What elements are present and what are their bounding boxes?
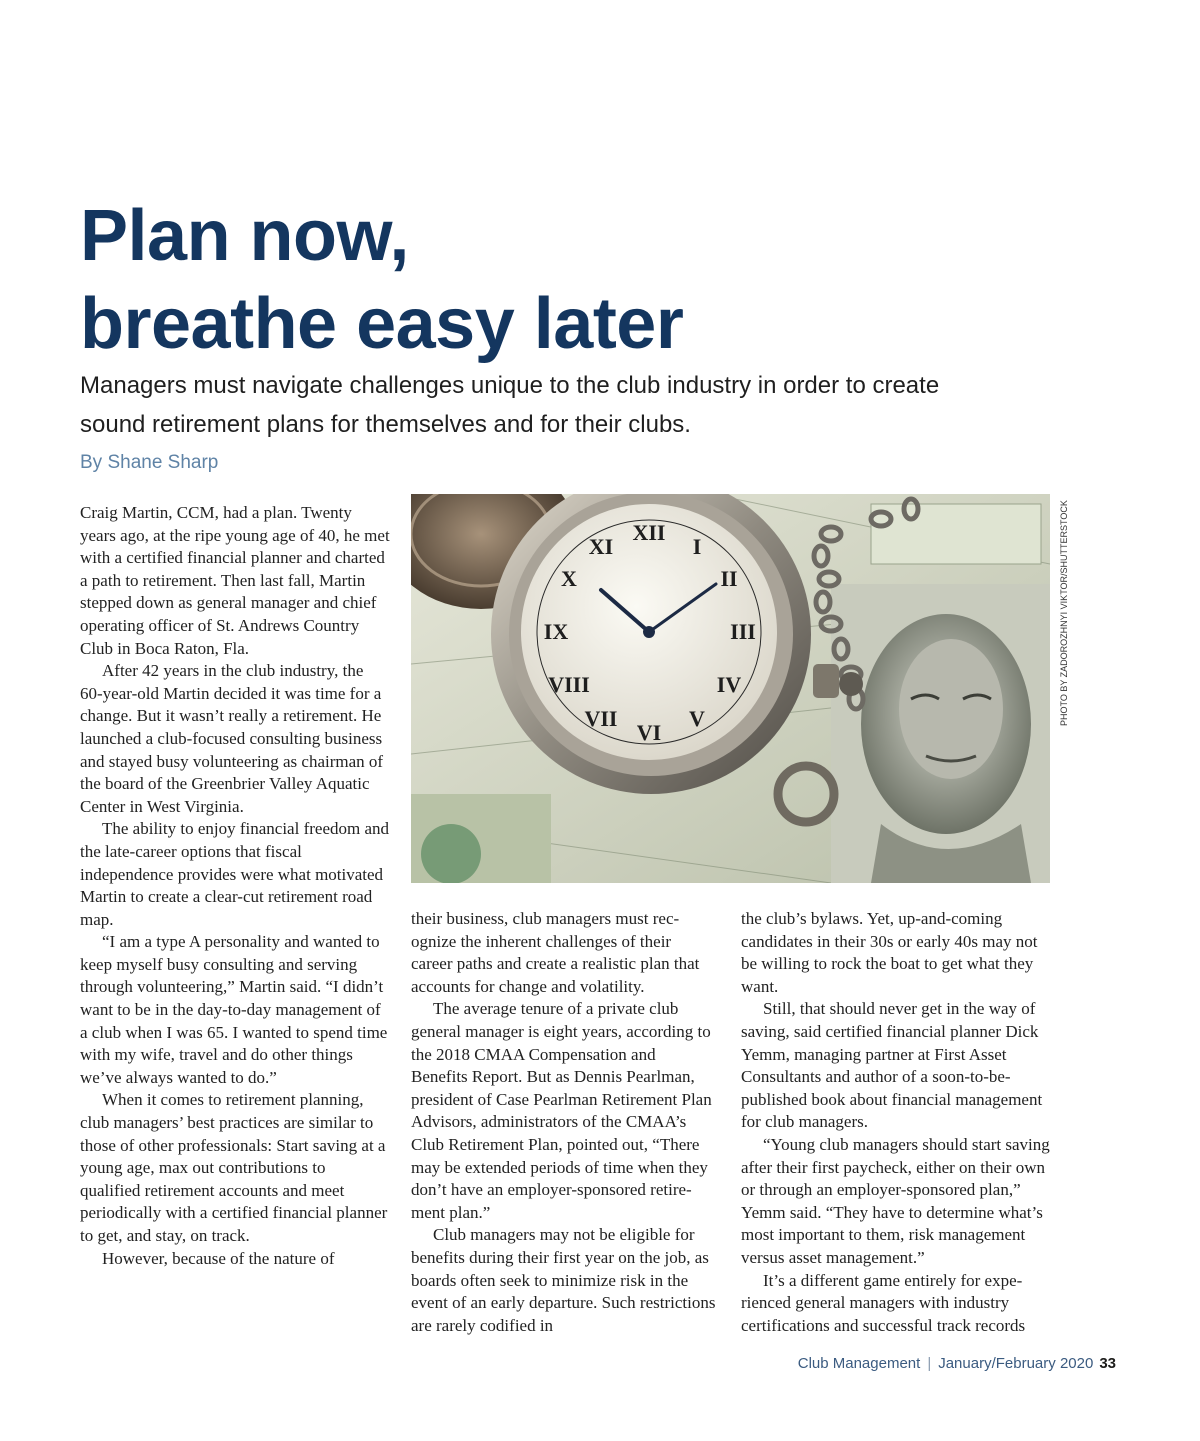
svg-text:X: X <box>561 566 577 591</box>
paragraph: Craig Martin, CCM, had a plan. Twenty years ago, at the ripe young age of 40, he met with a certified financial planner and charted a path to retirement. Then last fall, Martin stepped down as general manager and chief operating officer of St. Andrews Country Club in Boca Raton, Fla. <box>80 503 390 658</box>
pocket-watch-money-photo <box>411 494 1050 883</box>
headline <box>80 192 683 368</box>
svg-text:VIII: VIII <box>548 672 590 697</box>
paragraph: Still, that should never get in the way of saving, said certified financial planner Dick Yemm, managing partner at First Asset Consultants and author of a soon-to-be-published book about financial management for club managers. <box>741 999 1043 1132</box>
body-column-3 <box>741 908 1053 1337</box>
publication-name: Club Management <box>797 1355 921 1372</box>
svg-text:IV: IV <box>716 672 742 697</box>
svg-text:III: III <box>730 619 756 644</box>
paragraph: However, because of the nature of <box>102 1248 335 1268</box>
paragraph: the club’s bylaws. Yet, up-and-coming candidates in their 30s or early 40s may not be willing to rock the boat to get what they want. <box>741 909 1038 996</box>
paragraph: The average tenure of a private club general manager is eight years, according to the 2018 CMAA Compensation and Benefits Report. But as Dennis Pearlman, president of Case Pearlman Retirement Plan Advisors, administrators of the CMAA’s Club Retirement Plan, pointed out, “There may be extended periods of time when they don’t have an employer-sponsored retirement plan.” <box>411 999 712 1222</box>
page-number: 33 <box>1099 1355 1116 1372</box>
paragraph: After 42 years in the club industry, the 60-year-old Martin decided it was time for a change. But it wasn’t really a retirement. He launched a club-focused consulting business and stayed busy volunteering as chairman of the board of the Greenbrier Valley Aquatic Center in West Virginia. <box>80 661 384 816</box>
paragraph: Club managers may not be eligible for benefits during their first year on the job, as boards often seek to minimize risk in the event of an early departure. Such restrictions are rarely codified in <box>411 1225 716 1335</box>
byline: By Shane Sharp <box>80 452 219 473</box>
svg-text:V: V <box>689 706 705 731</box>
paragraph: When it comes to retirement planning, club managers’ best practices are similar to those of other professionals: Start saving at a young age, max out contributions to qualified retirement accounts and meet periodically with a certified financial planner to get, and stay, on track. <box>80 1090 388 1245</box>
issue-date: January/February 2020 <box>938 1355 1094 1372</box>
page-footer <box>798 1355 1116 1372</box>
svg-text:VI: VI <box>636 720 662 745</box>
svg-text:I: I <box>692 534 702 559</box>
body-column-1 <box>80 502 390 1270</box>
svg-text:XII: XII <box>632 520 666 545</box>
headline-line-1: Plan now, <box>80 196 409 276</box>
body-column-2 <box>411 908 716 1337</box>
photo-credit: PHOTO BY ZADOROZHNYI VIKTOR/SHUTTERSTOCK <box>1059 500 1069 726</box>
svg-text:II: II <box>720 566 738 591</box>
footer-separator: | <box>927 1355 932 1372</box>
subheadline: Managers must navigate challenges unique to the club industry in order to create sound retirement plans for themselves and for their clubs. <box>80 372 940 438</box>
svg-text:VII: VII <box>584 706 618 731</box>
headline-line-2: breathe easy later <box>80 284 684 364</box>
photo-illustration <box>411 494 1050 883</box>
paragraph: “Young club managers should start saving after their first paycheck, either on their own or through an employer-sponsored plan,” Yemm said. “They have to determine what’s most important to them, risk management versus asset management.” <box>741 1134 1050 1267</box>
paragraph: their business, club managers must recognize the inherent challenges of their career paths and create a realistic plan that accounts for change and volatility. <box>411 909 700 996</box>
paragraph: “I am a type A personality and wanted to keep myself busy consulting and serving through volunteering,” Martin said. “I didn’t want to be in the day-to-day management of a club when I was 65. I wanted to spend time with my wife, travel and do other things we’ve always wanted to do.” <box>80 932 388 1087</box>
paragraph: The ability to enjoy financial freedom and the late-career options that fiscal independence provides were what motivated Martin to create a clear-cut retirement road map. <box>80 819 390 929</box>
svg-text:IX: IX <box>543 619 569 644</box>
svg-text:XI: XI <box>588 534 614 559</box>
paragraph: It’s a different game entirely for experienced general managers with industry certifications and successful track records <box>741 1270 1026 1335</box>
